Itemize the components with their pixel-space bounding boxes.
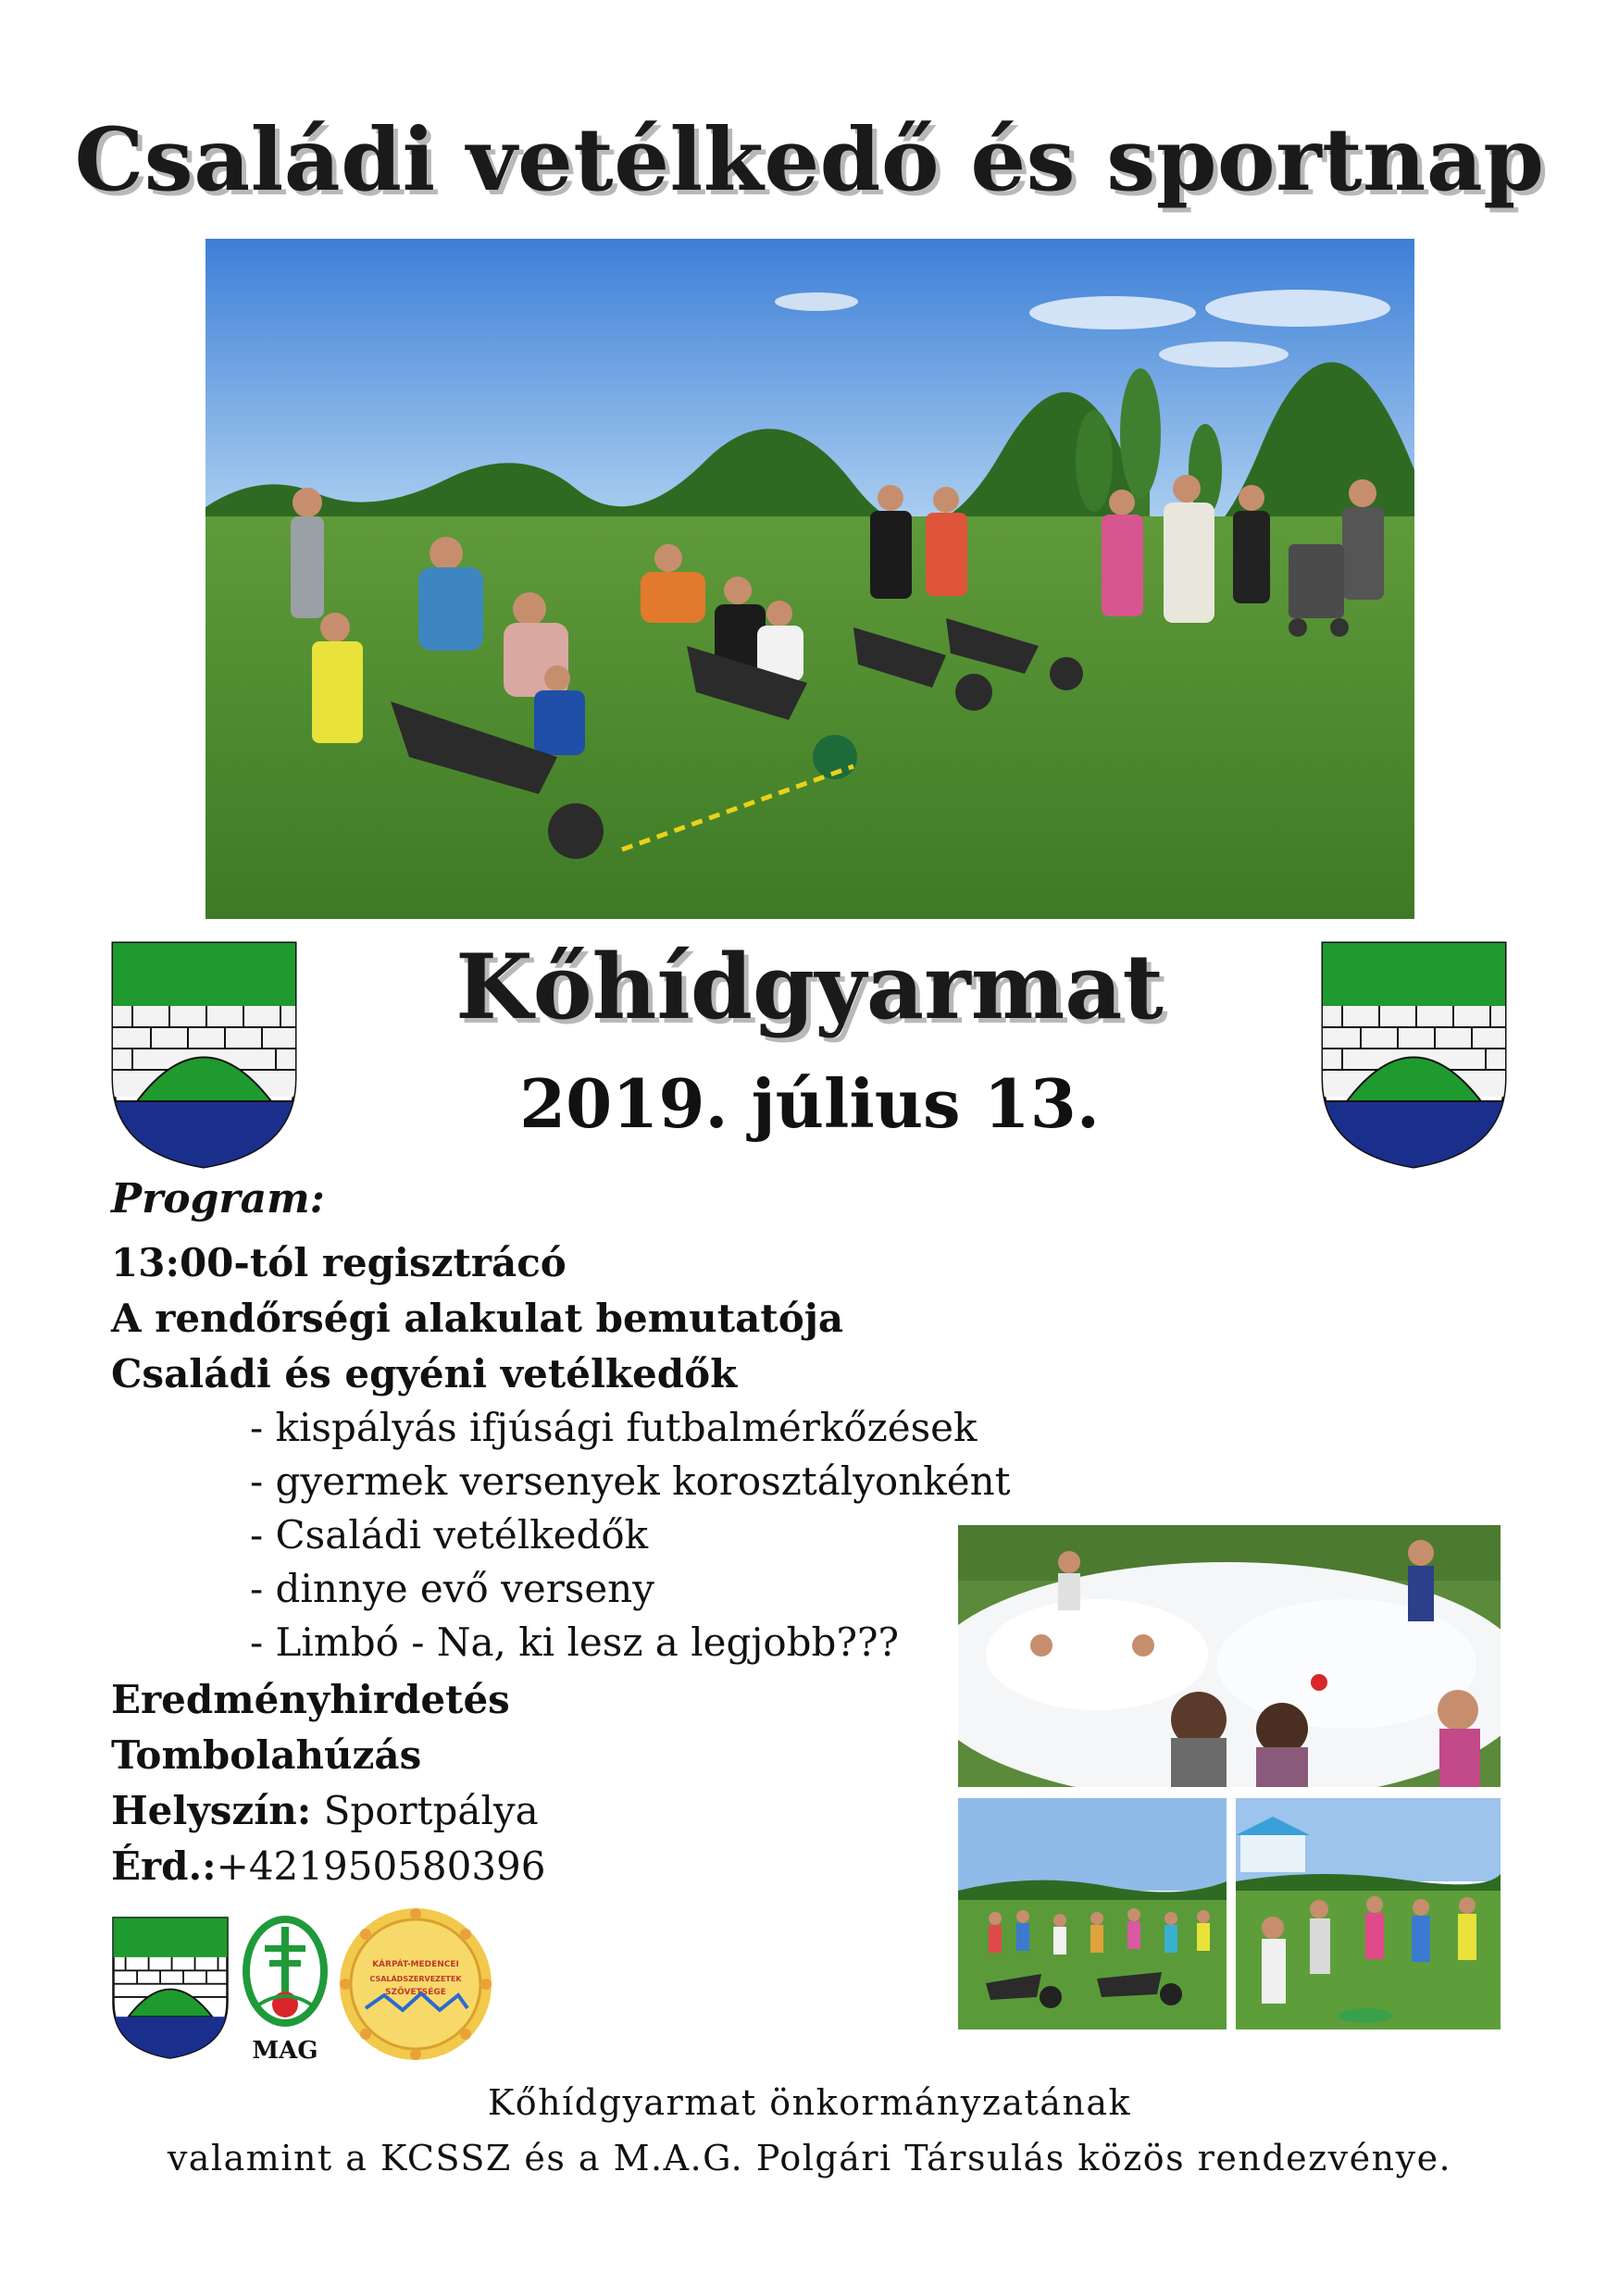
contact-line — [111, 1843, 546, 1889]
location-value: Sportpálya — [311, 1788, 539, 1833]
program-results: Eredményhirdetés — [111, 1677, 510, 1722]
program-subitem: - dinnye evő verseny — [250, 1566, 654, 1611]
program-heading: Program: — [111, 1175, 325, 1222]
kcssz-bottom-text: SZÖVETSÉGE — [385, 1988, 446, 1997]
program-subitem: - Limbó - Na, ki lesz a legjobb??? — [250, 1620, 899, 1665]
kcssz-mid-text: CSALÁDSZERVEZETEK — [369, 1975, 462, 1983]
kids-games-photo — [1236, 1798, 1501, 2029]
program-subitem: - kispályás ifjúsági futbalmérkőzések — [250, 1405, 978, 1450]
event-date: 2019. július 13. — [519, 1064, 1100, 1143]
footer-line-2: valamint a KCSSZ és a M.A.G. Polgári Társulás közös rendezvénye. — [167, 2138, 1452, 2178]
contact-phone: +421950580396 — [216, 1843, 546, 1889]
footer-line-1: Kőhídgyarmat önkormányzatának — [487, 2082, 1132, 2123]
wheelbarrow-race-photo — [958, 1798, 1227, 2029]
location-line — [111, 1788, 539, 1833]
program-subitem: - Családi vetélkedők — [250, 1512, 649, 1558]
kcssz-logo — [338, 1906, 493, 2062]
program-item: A rendőrségi alakulat bemutatója — [111, 1296, 844, 1341]
poster-title: Családi vetélkedő és sportnap — [74, 109, 1545, 211]
mag-emblem — [239, 1914, 331, 2029]
location-label: Helyszín: — [111, 1788, 312, 1833]
main-photo — [205, 239, 1414, 919]
program-subitem: - gyermek versenyek korosztályonként — [250, 1458, 1011, 1504]
mag-logo — [239, 1914, 331, 2065]
contact-label: Érd.: — [111, 1843, 217, 1889]
program-raffle: Tombolahúzás — [111, 1732, 422, 1778]
kcssz-top-text: KÁRPÁT-MEDENCEI — [372, 1960, 459, 1969]
mag-label: MAG — [252, 2037, 318, 2065]
program-item: 13:00-tól regisztrácó — [111, 1240, 567, 1285]
program-item: Családi és egyéni vetélkedők — [111, 1351, 738, 1396]
foam-party-photo — [958, 1525, 1501, 1787]
coat-of-arms-small — [111, 1914, 230, 2062]
town-name: Kőhídgyarmat — [455, 935, 1164, 1039]
